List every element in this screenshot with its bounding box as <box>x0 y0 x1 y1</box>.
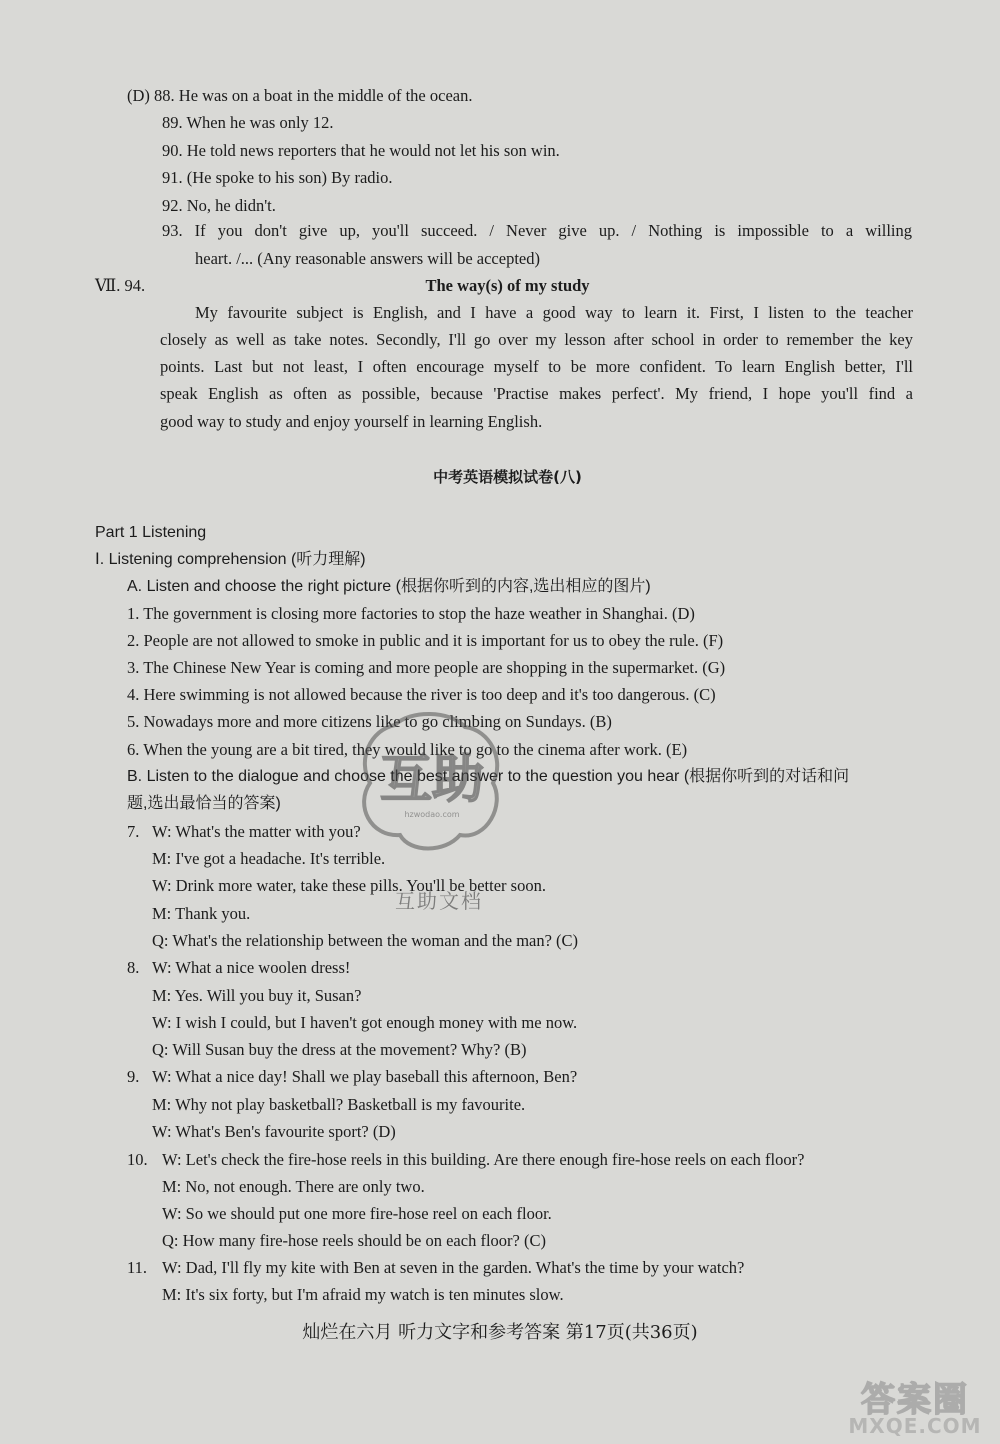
dialogue-number: 10. <box>127 1150 148 1169</box>
dialogue-question: Q: What's the relationship between the woman and the man? (C) <box>152 931 579 950</box>
svg-text:互助: 互助 <box>379 750 485 810</box>
dialogue-line: M: No, not enough. There are only two. <box>162 1177 425 1196</box>
section-vii-label: Ⅶ. 94. <box>95 276 146 295</box>
dialogue-line: W: What a nice day! Shall we play baseball this afternoon, Ben? <box>152 1067 578 1086</box>
watermark-top: 答案圈 <box>861 1380 969 1420</box>
essay-title: The way(s) of my study <box>425 276 590 295</box>
dialogue-line: M: It's six forty, but I'm afraid my watch is ten minutes slow. <box>162 1285 564 1304</box>
part-a-heading: A. Listen and choose the right picture (根据你听到的内容,选出相应的图片) <box>127 578 651 595</box>
dialogue-line: W: Drink more water, take these pills. You'll be better soon. <box>152 876 546 895</box>
dialogue-line: W: What's the matter with you? <box>152 822 361 841</box>
dialogue-line: W: Dad, I'll fly my kite with Ben at seven in the garden. What's the time by your watch? <box>162 1258 745 1277</box>
dialogue-question: W: What's Ben's favourite sport? (D) <box>152 1122 396 1141</box>
stamp-caption: 互助文档 <box>395 889 483 913</box>
dialogue-number: 8. <box>127 958 140 977</box>
dialogue-number: 11. <box>127 1258 148 1277</box>
watermark-url: MXQE.COM <box>848 1414 982 1438</box>
list-item-5: 5. Nowadays more and more citizens like to go climbing on Sundays. (B) <box>127 712 612 731</box>
dialogue-line: M: Thank you. <box>152 904 251 923</box>
essay-line-2: closely as well as take notes. Secondly, I'll go over my lesson after school in order to remember the key <box>160 330 913 349</box>
dialogue-line: W: So we should put one more fire-hose reel on each floor. <box>162 1204 552 1223</box>
part-b-heading-2: 题,选出最恰当的答案) <box>127 795 281 812</box>
exam-title: 中考英语模拟试卷(八) <box>433 468 582 486</box>
dialogue-line: M: Why not play basketball? Basketball is my favourite. <box>152 1095 526 1114</box>
answer-89: 89. When he was only 12. <box>162 113 334 132</box>
answer-93-line1: 93. If you don't give up, you'll succeed. / Never give up. / Nothing is impossible to a willing <box>162 221 912 240</box>
answer-91: 91. (He spoke to his son) By radio. <box>162 168 393 187</box>
dialogue-number: 7. <box>127 822 140 841</box>
section-i-heading: Ⅰ. Listening comprehension (听力理解) <box>95 551 366 568</box>
essay-line-3: points. Last but not least, I often encourage myself to be more confident. To learn English better, I'll <box>160 357 913 376</box>
list-item-2: 2. People are not allowed to smoke in public and it is important for us to obey the rule. (F) <box>127 631 724 650</box>
answer-88: (D) 88. He was on a boat in the middle of the ocean. <box>127 86 473 105</box>
part-heading: Part 1 Listening <box>95 524 207 541</box>
list-item-4: 4. Here swimming is not allowed because the river is too deep and it's too dangerous. (C) <box>127 685 716 704</box>
dialogue-number: 9. <box>127 1067 140 1086</box>
essay-line-1: My favourite subject is English, and I have a good way to learn it. First, I listen to the teacher <box>195 303 913 322</box>
dialogue-line: W: I wish I could, but I haven't got enough money with me now. <box>152 1013 578 1032</box>
page-footer: 灿烂在六月 听力文字和参考答案 第17页(共36页) <box>302 1322 698 1343</box>
dialogue-line: M: I've got a headache. It's terrible. <box>152 849 386 868</box>
svg-text:hzwodao.com: hzwodao.com <box>404 810 460 819</box>
answer-92: 92. No, he didn't. <box>162 196 276 215</box>
answer-90: 90. He told news reporters that he would not let his son win. <box>162 141 560 160</box>
dialogue-question: Q: Will Susan buy the dress at the movement? Why? (B) <box>152 1040 527 1059</box>
essay-line-5: good way to study and enjoy yourself in learning English. <box>160 412 543 431</box>
dialogue-question: Q: How many fire-hose reels should be on each floor? (C) <box>162 1231 546 1250</box>
dialogue-line: W: What a nice woolen dress! <box>152 958 351 977</box>
answer-93-line2: heart. /... (Any reasonable answers will be accepted) <box>195 249 540 268</box>
part-b-heading-1: B. Listen to the dialogue and choose the best answer to the question you hear (根据你听到的对话和问 <box>127 768 850 785</box>
dialogue-line: W: Let's check the fire-hose reels in this building. Are there enough fire-hose reels on each floor? <box>162 1150 805 1169</box>
list-item-6: 6. When the young are a bit tired, they would like to go to the cinema after work. (E) <box>127 740 688 759</box>
essay-line-4: speak English as often as possible, because 'Practise makes perfect'. My friend, I hope you'll find a <box>160 384 913 403</box>
list-item-1: 1. The government is closing more factories to stop the haze weather in Shanghai. (D) <box>127 604 695 623</box>
list-item-3: 3. The Chinese New Year is coming and more people are shopping in the supermarket. (G) <box>127 658 726 677</box>
dialogue-line: M: Yes. Will you buy it, Susan? <box>152 986 362 1005</box>
watermark-logo <box>840 1372 990 1438</box>
